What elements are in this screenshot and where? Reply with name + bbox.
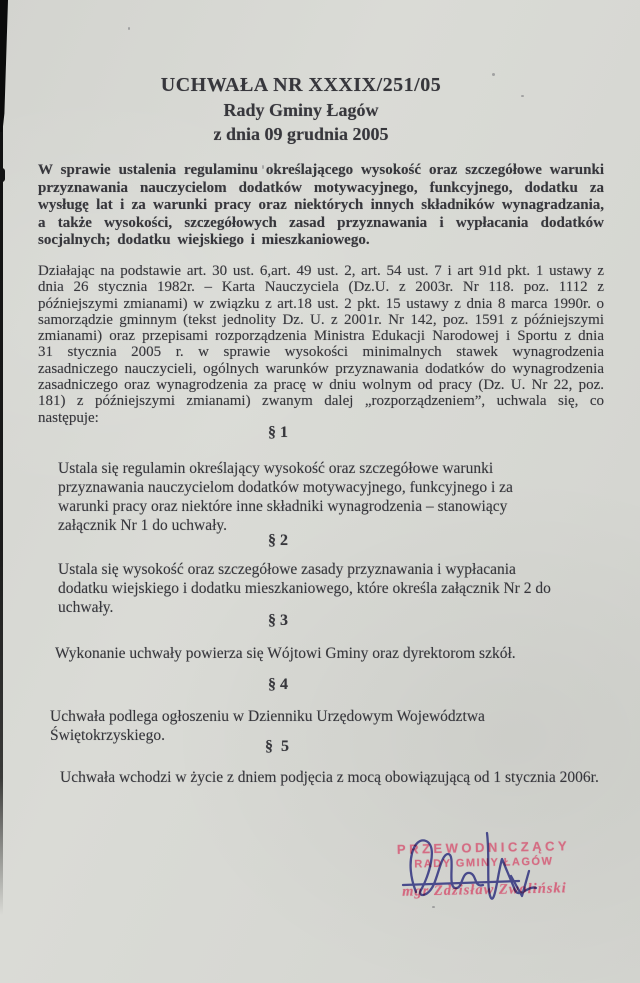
preamble-paragraph: Działając na podstawie art. 30 ust. 6,art. 49 ust. 2, art. 54 ust. 7 i art 91d pkt. 1 ustawy z dnia 26 stycznia 1982r. – Karta Nauczyciela (Dz.U. z 2003r. Nr 118. poz. 1112 z późniejszymi zmianami) w związku z art.18 ust. 2 pkt. 15 ustawy z dnia 8 marca 1990r. o samorządzie gminnym (tekst jednolity Dz. U. z 2001r. Nr 142, poz. 1591 z późniejszymi zmianami) oraz przepisami rozporządzenia Ministra Edukacji Narodowej i Sportu z dnia 31 stycznia 2005 r. w sprawie wysokości minimalnych stawek wynagrodzenia zasadniczego nauczycieli, ogólnych warunków przyznawania dodatków do wynagrodzenia zasadniczego oraz wynagrodzenia za pracę w dniu wolnym od pracy (Dz. U. Nr 22, poz. 181) z późniejszymi zmianami) zwanym dalej „rozporządzeniem”, uchwala się, co następuje:: [38, 263, 604, 426]
section-5-text: Uchwała wchodzi w życie z dniem podjęcia z mocą obowiązującą od 1 stycznia 2006r.: [60, 769, 599, 786]
stamp-role-line1: PRZEWODNICZĄCY: [396, 838, 571, 857]
section-5-number: § 5: [265, 738, 291, 755]
paper-speck: [128, 27, 130, 30]
handwritten-signature: [398, 828, 558, 913]
section-3-text: Wykonanie uchwały powierza się Wójtowi Gminy oraz dyrektorom szkół.: [55, 645, 516, 662]
section-1-number: § 1: [268, 424, 288, 441]
scan-edge-blob: [0, 168, 5, 182]
stamp-role-line2: RADY GMINY ŁAGÓW: [414, 855, 554, 871]
document-heading: [0, 74, 602, 145]
section-1-text: Ustala się regulamin określający wysokość oraz szczegółowe warunki przyznawania nauczycielom dodatków motywacyjnego, funkcyjnego i za warunki pracy oraz niektóre inne składniki wynagrodzenia – stanowiący załącznik Nr 1 do uchwały.: [58, 460, 513, 534]
section-3-number: § 3: [268, 612, 288, 629]
section-4-number: § 4: [268, 676, 288, 693]
section-2-text: Ustala się wysokość oraz szczegółowe zasady przyznawania i wypłacania dodatku wiejskiego i dodatku mieszkaniowego, które określa załącznik Nr 2 do uchwały.: [58, 561, 551, 616]
subject-paragraph: W sprawie ustalenia regulaminu określającego wysokość oraz szczegółowe warunki przyznawania nauczycielom dodatków motywacyjnego, funkcyjnego, dodatku za wysługę lat i za warunki pracy oraz niektórych innych składników wynagradzania, a także wysokości, szczegółowych zasad przyznawania i wypłacania dodatków socjalnych; dodatku wiejskiego i mieszkaniowego.: [38, 162, 604, 249]
resolution-date: z dnia 09 grudnia 2005: [213, 124, 389, 144]
resolution-number: UCHWAŁA NR XXXIX/251/05: [160, 74, 442, 96]
stamp-signatory-name: mgr Zdzisław Zwoliński: [401, 880, 567, 900]
section-4-text: Uchwała podlega ogłoszeniu w Dzienniku Urzędowym Województwa Świętokrzyskiego.: [50, 708, 485, 744]
issuing-body: Rady Gminy Łagów: [223, 100, 379, 120]
section-2-number: § 2: [268, 532, 288, 549]
